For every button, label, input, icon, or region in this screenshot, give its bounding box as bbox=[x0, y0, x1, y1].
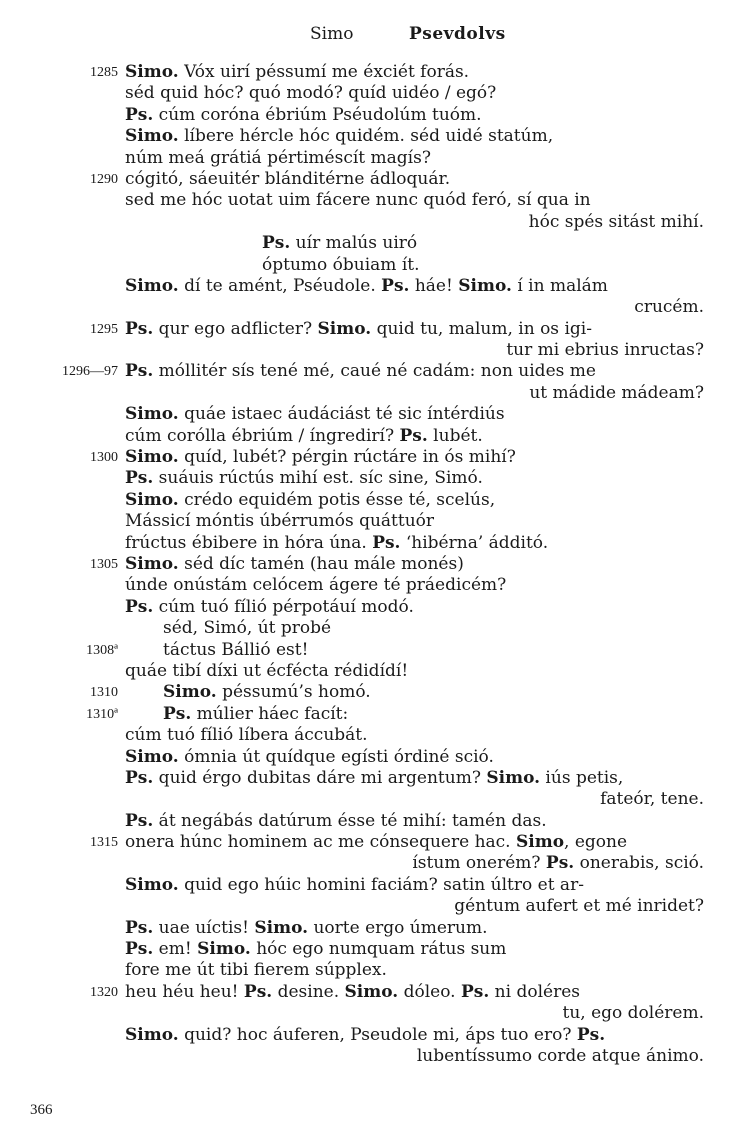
verse-segment: cógitó, sáeuitér blánditérne ádloquár. bbox=[125, 168, 451, 189]
verse-segment: iús petis, bbox=[540, 767, 624, 788]
verse-line bbox=[0, 661, 750, 682]
verse-segment: uae uíctis! bbox=[153, 917, 255, 938]
verse-line bbox=[0, 640, 750, 661]
verse-line-text bbox=[163, 640, 704, 661]
speaker-label: Simo. bbox=[125, 447, 179, 468]
verse-segment: crucém. bbox=[634, 297, 704, 318]
verse-segment: quid tu, malum, in os igi- bbox=[371, 318, 592, 339]
verse-segment: ‘hibérna’ ádditó. bbox=[400, 532, 549, 553]
verse-line-text bbox=[125, 426, 704, 447]
line-number: 1310ª bbox=[86, 706, 118, 722]
verse-line bbox=[0, 554, 750, 575]
verse-line-text bbox=[262, 255, 704, 276]
verse-segment: tu, ego dolérem. bbox=[562, 1003, 704, 1024]
verse-line bbox=[0, 169, 750, 190]
verse-line bbox=[0, 511, 750, 532]
line-number: 1296—97 bbox=[62, 364, 118, 380]
verse-segment: móllitér sís tené mé, caué né cadám: non uides me bbox=[153, 361, 596, 382]
verse-segment: ístum onerém? bbox=[412, 853, 546, 874]
verse-line-text bbox=[125, 1025, 704, 1046]
verse-line-text bbox=[125, 148, 704, 169]
verse-line bbox=[0, 1046, 750, 1067]
verse-segment: núm meá grátiá pértiméscít magís? bbox=[125, 147, 431, 168]
speaker-label: Simo. bbox=[125, 746, 179, 767]
verse-segment: quíd, lubét? pérgin rúctáre in ós mihí? bbox=[178, 447, 516, 468]
verse-line bbox=[0, 789, 750, 810]
verse-line-text bbox=[417, 1046, 704, 1067]
speaker-label: Simo. bbox=[163, 682, 217, 703]
verse-line-text bbox=[529, 383, 704, 404]
line-number: 1300 bbox=[90, 450, 118, 466]
verse-segment: Mássicí móntis úbérrumós quáttuór bbox=[125, 511, 435, 532]
verse-line-text bbox=[125, 276, 704, 297]
speaker-label: Ps. bbox=[125, 596, 154, 617]
verse-line-text bbox=[163, 618, 704, 639]
verse-line-text bbox=[163, 682, 704, 703]
speaker-label: Simo. bbox=[125, 126, 179, 147]
verse-line-text bbox=[125, 661, 704, 682]
verse-line-text bbox=[454, 896, 704, 917]
verse-line bbox=[0, 340, 750, 361]
verse-line bbox=[0, 982, 750, 1003]
verse-segment: múlier háec facít: bbox=[191, 703, 349, 724]
verse-line-text bbox=[412, 853, 704, 874]
verse-line bbox=[0, 811, 750, 832]
line-number: 1308ª bbox=[86, 642, 118, 658]
verse-segment: líbere hércle hóc quidém. séd uidé statúm, bbox=[178, 126, 554, 147]
speaker-label: Simo. bbox=[125, 874, 179, 895]
verse-line-text bbox=[125, 62, 704, 83]
speaker-label: Ps. bbox=[243, 981, 273, 1002]
verse-line bbox=[0, 233, 750, 254]
verse-line-text bbox=[125, 319, 704, 340]
verse-line bbox=[0, 468, 750, 489]
verse-line bbox=[0, 212, 750, 233]
verse-segment: séd díc tamén (hau mále monés) bbox=[178, 553, 464, 574]
speaker-label: Simo. bbox=[458, 275, 512, 296]
verse-segment: quid érgo dubitas dáre mi argentum? bbox=[153, 767, 487, 788]
verse-line-text bbox=[125, 190, 704, 211]
verse-line bbox=[0, 575, 750, 596]
verse-segment: cúm coróna ébriúm Pséudolúm tuóm. bbox=[153, 104, 482, 125]
speaker-label: Simo. bbox=[486, 767, 541, 788]
verse-line-text bbox=[125, 875, 704, 896]
line-number: 1315 bbox=[90, 835, 118, 851]
verse-segment: hóc ego numquam rátus sum bbox=[250, 939, 507, 960]
verse-segment: óptumo óbuiam ít. bbox=[262, 254, 420, 275]
verse-line-text bbox=[125, 511, 704, 532]
verse-line-text bbox=[262, 233, 704, 254]
speaker-label: Simo. bbox=[125, 275, 179, 296]
verse-segment: séd, Simó, út probé bbox=[163, 618, 332, 639]
verse-segment: háe! bbox=[409, 275, 459, 296]
speaker-label: Simo. bbox=[125, 553, 179, 574]
speaker-label: Ps. bbox=[125, 468, 154, 489]
line-number: 1290 bbox=[90, 171, 118, 187]
verse-segment: tur mi ebrius inructas? bbox=[506, 340, 704, 361]
verse-line bbox=[0, 190, 750, 211]
line-number: 1310 bbox=[90, 685, 118, 701]
verse-line bbox=[0, 361, 750, 382]
verse-segment: quáe tibí díxi ut écfécta rédidídí! bbox=[125, 660, 409, 681]
verse-line-text bbox=[125, 468, 704, 489]
line-number: 1285 bbox=[90, 65, 118, 80]
verse-line-text bbox=[125, 725, 704, 746]
verse-line-text bbox=[125, 169, 704, 190]
verse-segment: í in malám bbox=[511, 275, 608, 296]
verse-line bbox=[0, 1003, 750, 1024]
verse-line-text bbox=[125, 533, 704, 554]
header-speaker: Simo bbox=[310, 24, 354, 44]
verse-line bbox=[0, 383, 750, 404]
verse-segment: lubét. bbox=[427, 425, 483, 446]
verse-line-text bbox=[125, 575, 704, 596]
verse-line bbox=[0, 255, 750, 276]
verse-segment: onera húnc hominem ac me cónsequere hac. bbox=[125, 832, 516, 853]
verse-line bbox=[0, 533, 750, 554]
speaker-label: Ps. bbox=[125, 917, 154, 938]
verse-line bbox=[0, 918, 750, 939]
verse-segment: cúm tuó fílió líbera áccubát. bbox=[125, 725, 368, 746]
verse-text bbox=[0, 62, 750, 1067]
verse-line bbox=[0, 618, 750, 639]
speaker-label: Simo. bbox=[317, 318, 372, 339]
speaker-label: Simo. bbox=[344, 981, 399, 1002]
verse-line bbox=[0, 682, 750, 703]
speaker-label: Ps. bbox=[372, 532, 401, 553]
verse-segment: suáuis rúctús mihí est. síc sine, Simó. bbox=[153, 468, 483, 489]
verse-segment: séd quid hóc? quó modó? quíd uidéo / egó? bbox=[125, 83, 497, 104]
verse-line bbox=[0, 832, 750, 853]
verse-line bbox=[0, 725, 750, 746]
verse-segment: át negábás datúrum ésse té mihí: tamén das. bbox=[153, 810, 547, 831]
speaker-label: Ps. bbox=[460, 981, 490, 1002]
verse-line bbox=[0, 83, 750, 104]
verse-segment: dí te amént, Pséudole. bbox=[178, 275, 382, 296]
speaker-label: Simo. bbox=[125, 1024, 179, 1045]
speaker-label: Ps. bbox=[125, 810, 154, 831]
verse-line-text bbox=[125, 554, 704, 575]
verse-line bbox=[0, 105, 750, 126]
verse-line bbox=[0, 447, 750, 468]
verse-line bbox=[0, 875, 750, 896]
verse-segment: uorte ergo úmerum. bbox=[308, 917, 488, 938]
verse-line bbox=[0, 404, 750, 425]
running-header bbox=[0, 20, 750, 48]
verse-segment: crédo equidém potis ésse té, scelús, bbox=[178, 489, 496, 510]
verse-line bbox=[0, 960, 750, 981]
verse-segment: sed me hóc uotat uim fácere nunc quód feró, sí qua in bbox=[125, 190, 591, 211]
verse-line-text bbox=[125, 939, 704, 960]
verse-segment: géntum aufert et mé inridet? bbox=[454, 896, 704, 917]
verse-line-text bbox=[125, 747, 704, 768]
verse-line-text bbox=[163, 704, 704, 725]
verse-line-text bbox=[125, 105, 704, 126]
verse-line bbox=[0, 62, 750, 83]
page-number: 366 bbox=[30, 1102, 53, 1118]
verse-line bbox=[0, 597, 750, 618]
verse-line bbox=[0, 126, 750, 147]
verse-segment: cúm corólla ébriúm / íngredirí? bbox=[125, 425, 400, 446]
verse-line bbox=[0, 1025, 750, 1046]
verse-segment: , egone bbox=[564, 832, 628, 853]
speaker-label: Simo. bbox=[125, 489, 179, 510]
speaker-label: Ps. bbox=[125, 767, 154, 788]
line-number: 1305 bbox=[90, 556, 118, 572]
speaker-label: Ps. bbox=[125, 939, 154, 960]
verse-line bbox=[0, 319, 750, 340]
verse-line bbox=[0, 426, 750, 447]
verse-segment: frúctus ébibere in hóra úna. bbox=[125, 532, 373, 553]
verse-line bbox=[0, 939, 750, 960]
verse-segment: quid ego húic homini faciám? satin últro et ar- bbox=[178, 874, 584, 895]
verse-segment: heu héu heu! bbox=[125, 981, 244, 1002]
verse-segment: desine. bbox=[272, 981, 345, 1002]
verse-line-text bbox=[125, 960, 704, 981]
speaker-label: Simo. bbox=[197, 939, 251, 960]
verse-segment: quid? hoc áuferen, Pseudole mi, áps tuo ero? bbox=[178, 1024, 577, 1045]
verse-segment: fateór, tene. bbox=[600, 789, 704, 810]
verse-segment: cúm tuó fílió pérpotáuí modó. bbox=[153, 596, 414, 617]
line-number: 1295 bbox=[90, 321, 118, 337]
verse-line-text bbox=[125, 768, 704, 789]
verse-segment: péssumú’s homó. bbox=[216, 682, 371, 703]
verse-line bbox=[0, 747, 750, 768]
verse-line-text bbox=[125, 126, 704, 147]
speaker-label: Simo. bbox=[125, 62, 179, 82]
speaker-label: Simo. bbox=[254, 917, 309, 938]
verse-line-text bbox=[125, 404, 704, 425]
verse-segment: qur ego adflicter? bbox=[153, 318, 318, 339]
verse-line-text bbox=[125, 982, 704, 1003]
verse-segment: onerabis, sció. bbox=[574, 853, 704, 874]
verse-line-text bbox=[125, 83, 704, 104]
speaker-label: Ps. bbox=[399, 425, 428, 446]
verse-segment: ómnia út quídque egísti órdiné sció. bbox=[178, 746, 494, 767]
verse-line-text bbox=[563, 1003, 705, 1024]
speaker-label: Simo bbox=[515, 832, 565, 853]
speaker-label: Ps. bbox=[125, 318, 154, 339]
verse-line bbox=[0, 768, 750, 789]
verse-segment: em! bbox=[153, 939, 198, 960]
verse-line bbox=[0, 148, 750, 169]
verse-line-text bbox=[125, 918, 704, 939]
verse-segment: Vóx uirí péssumí me éxciét forás. bbox=[178, 62, 470, 82]
verse-line-text bbox=[125, 811, 704, 832]
verse-line bbox=[0, 297, 750, 318]
line-number: 1320 bbox=[90, 984, 118, 1000]
verse-segment: quáe istaec áudáciást té sic íntérdiús bbox=[178, 404, 505, 425]
verse-line-text bbox=[125, 597, 704, 618]
speaker-label: Ps. bbox=[125, 104, 154, 125]
verse-line bbox=[0, 276, 750, 297]
verse-line-text bbox=[125, 447, 704, 468]
header-play-title: Psevdolvs bbox=[409, 24, 506, 44]
speaker-label: Ps. bbox=[576, 1024, 606, 1045]
verse-line-text bbox=[529, 212, 704, 233]
verse-segment: hóc spés sitást mihí. bbox=[528, 211, 704, 232]
speaker-label: Ps. bbox=[381, 275, 410, 296]
verse-segment: lubentíssumo corde atque ánimo. bbox=[416, 1045, 704, 1066]
verse-line-text bbox=[125, 832, 704, 853]
verse-segment: táctus Bállió est! bbox=[163, 639, 309, 660]
verse-line-text bbox=[125, 361, 704, 382]
verse-line-text bbox=[600, 789, 704, 810]
verse-line bbox=[0, 896, 750, 917]
verse-segment: ut mádide mádeam? bbox=[529, 382, 704, 403]
speaker-label: Ps. bbox=[125, 361, 154, 382]
speaker-label: Ps. bbox=[163, 703, 192, 724]
speaker-label: Ps. bbox=[262, 233, 291, 254]
verse-segment: fore me út tibi fierem súpplex. bbox=[125, 960, 387, 981]
speaker-label: Ps. bbox=[545, 853, 575, 874]
verse-segment: uír malús uiró bbox=[290, 233, 418, 254]
speaker-label: Simo. bbox=[125, 404, 179, 425]
verse-line bbox=[0, 704, 750, 725]
verse-line bbox=[0, 853, 750, 874]
verse-segment: ni doléres bbox=[489, 981, 580, 1002]
verse-line-text bbox=[634, 297, 704, 318]
verse-line-text bbox=[125, 490, 704, 511]
verse-segment: únde onústám celócem ágere té práedicém? bbox=[125, 575, 507, 596]
verse-line-text bbox=[506, 340, 704, 361]
verse-line bbox=[0, 490, 750, 511]
verse-segment: dóleo. bbox=[398, 981, 461, 1002]
